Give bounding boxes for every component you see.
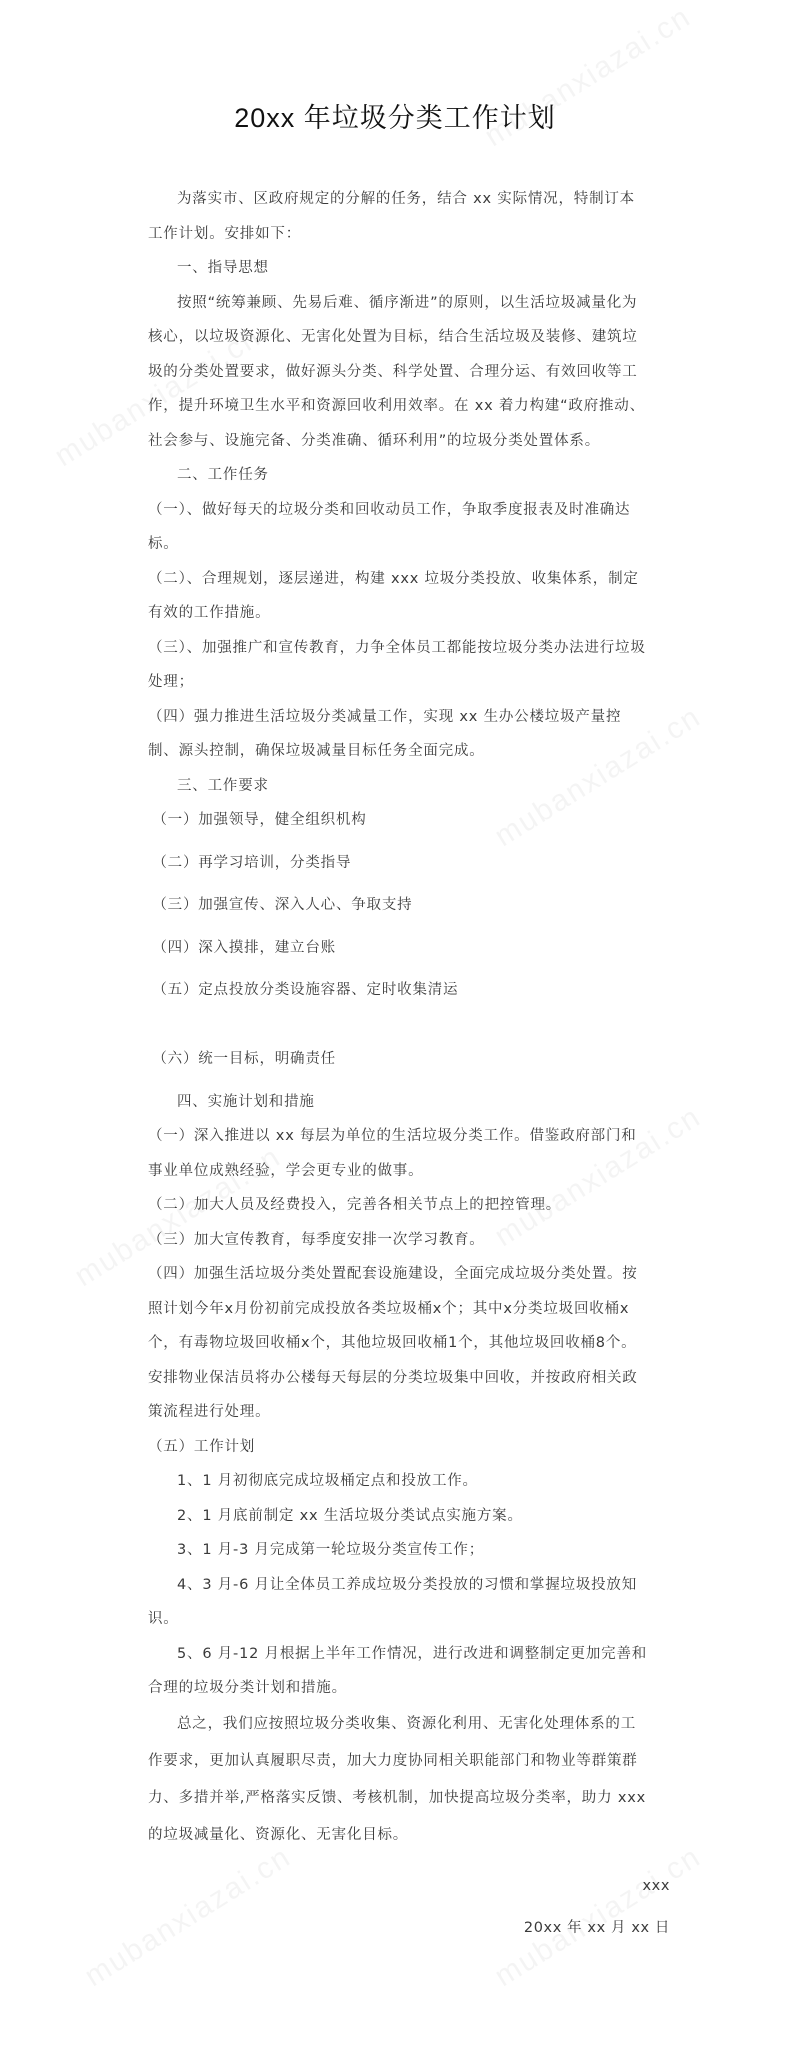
plan-item: 3、1 月-3 月完成第一轮垃圾分类宣传工作； <box>177 1542 485 1558</box>
list-item: （一）、做好每天的垃圾分类和回收动员工作，争取季度报表及时准确达标。 <box>148 501 631 552</box>
list-item: （二）、合理规划，逐层递进，构建 xxx 垃圾分类投放、收集体系，制定有效的工作措施。 <box>148 570 639 621</box>
document-body <box>148 182 648 1854</box>
list-item: （三）加大宣传教育，每季度安排一次学习教育。 <box>148 1231 485 1248</box>
section-heading: 四、实施计划和措施 <box>177 1093 315 1110</box>
plan-item: 2、1 月底前制定 xx 生活垃圾分类试点实施方案。 <box>177 1507 523 1524</box>
paragraph: 按照“统筹兼顾、先易后难、循序渐进”的原则，以生活垃圾减量化为核心，以垃圾资源化、无害化处置为目标，结合生活垃圾及装修、建筑垃圾的分类处置要求，做好源头分类、科学处置、合理分运、有效回收等工作，提升环境卫生水平和资源回收利用效率。在 xx 着力构建“政府推动、社会参与、设施完备、分类准确、循环利用”的垃圾分类处置体系。 <box>148 294 645 449</box>
paragraph-conclusion: 总之，我们应按照垃圾分类收集、资源化利用、无害化处理体系的工作要求，更加认真履职尽责，加大力度协同相关职能部门和物业等群策群力、多措并举,严格落实反馈、考核机制，加快提高垃圾分类率，助力 xxx 的垃圾减量化、资源化、无害化目标。 <box>148 1715 646 1843</box>
paragraph-intro: 为落实市、区政府规定的分解的任务，结合 xx 实际情况，特制订本工作计划。安排如下： <box>148 191 635 242</box>
list-item: （三）、加强推广和宣传教育，力争全体员工都能按垃圾分类办法进行垃圾处理； <box>148 639 646 690</box>
plan-item: 4、3 月-6 月让全体员工养成垃圾分类投放的习惯和掌握垃圾投放知识。 <box>148 1576 638 1627</box>
list-item: （二）再学习培训，分类指导 <box>152 854 352 871</box>
plan-item: 5、6 月-12 月根据上半年工作情况，进行改进和调整制定更加完善和合理的垃圾分类计划和措施。 <box>148 1645 648 1696</box>
list-item: （六）统一目标，明确责任 <box>152 1051 336 1067</box>
list-item: （四）强力推进生活垃圾分类减量工作，实现 xx 生办公楼垃圾产量控制、源头控制，确保垃圾减量目标任务全面完成。 <box>148 708 622 759</box>
list-item: （四）深入摸排，建立台账 <box>152 939 336 956</box>
signature-date: 20xx 年 xx 月 xx 日 <box>523 1920 670 1936</box>
list-item: （四）加强生活垃圾分类处置配套设施建设，全面完成垃圾分类处置。按照计划今年x月份初前完成投放各类垃圾桶x个；其中x分类垃圾回收桶x个，有毒物垃圾回收桶x个，其他垃圾回收桶1个，其他垃圾回收桶8个。安排物业保洁员将办公楼每天每层的分类垃圾集中回收，并按政府相关政策流程进行处理。 <box>148 1266 638 1420</box>
list-item: （三）加强宣传、深入人心、争取支持 <box>152 897 413 913</box>
list-item: （二）加大人员及经费投入，完善各相关节点上的把控管理。 <box>148 1197 562 1213</box>
plan-item: 1、1 月初彻底完成垃圾桶定点和投放工作。 <box>177 1473 478 1489</box>
list-item: （五）工作计划 <box>148 1438 256 1455</box>
watermark <box>79 1840 298 1994</box>
signature-name: xxx <box>642 1878 670 1894</box>
page-title: 20xx 年垃圾分类工作计划 <box>234 103 556 133</box>
list-item: （一）加强领导，健全组织机构 <box>152 812 367 828</box>
list-item: （五）定点投放分类设施容器、定时收集清运 <box>152 982 459 998</box>
section-heading: 三、工作要求 <box>177 777 269 794</box>
list-item: （一）深入推进以 xx 每层为单位的生活垃圾分类工作。借鉴政府部门和事业单位成熟经验，学会更专业的做事。 <box>148 1128 637 1179</box>
section-heading: 一、指导思想 <box>177 260 269 276</box>
section-heading: 二、工作任务 <box>177 467 269 483</box>
